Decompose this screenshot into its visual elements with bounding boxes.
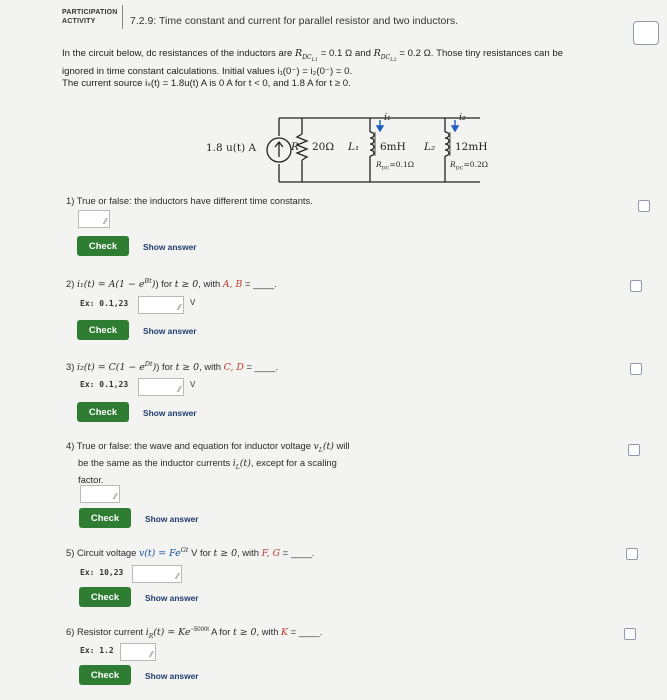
intro-line-3: The current source iₛ(t) = 1.8u(t) A is 0 A for t < 0, and 1.8 A for t ≥ 0. xyxy=(62,78,351,90)
intro-line-1: In the circuit below, dc resistances of the inductors are $R_{DC_{L1}} = 0.1$ Ω and $R_{DC_{L2}} = 0.2$ Ω. Those tiny resistances can be xyxy=(62,48,564,64)
resize-grip-icon: ⁄⁄ xyxy=(176,572,179,581)
question-5-status-checkbox xyxy=(626,548,638,560)
l1-value: 6mH xyxy=(380,141,406,153)
l1-rdc-label: $R_{DC}=0.1\Omega$ xyxy=(376,160,414,172)
l2-label: L₂ xyxy=(424,141,436,153)
l1-label: L₁ xyxy=(348,141,360,153)
question-6-show-answer-button[interactable]: Show answer xyxy=(145,671,199,681)
question-3-answer-input[interactable] xyxy=(138,378,184,396)
question-6-example: Ex: 1.2 xyxy=(80,646,114,655)
l2-rdc-label: $R_{DC}=0.2\Omega$ xyxy=(450,160,488,172)
question-6-check-button[interactable]: Check xyxy=(79,665,131,685)
intro-line-2: ignored in time constant calculations. Initial values i₁(0⁻) = i₂(0⁻) = 0. xyxy=(62,66,353,78)
question-2-status-checkbox xyxy=(630,280,642,292)
i1-label: i₁ xyxy=(384,112,391,123)
resize-grip-icon: ⁄⁄ xyxy=(150,650,153,659)
question-5-example: Ex: 10,23 xyxy=(80,568,124,577)
header-divider xyxy=(122,5,123,29)
question-1-show-answer-button[interactable]: Show answer xyxy=(143,242,197,252)
circuit-diagram xyxy=(200,108,500,188)
question-1-check-button[interactable]: Check xyxy=(77,236,129,256)
activity-completion-checkbox xyxy=(633,21,659,45)
question-4-prompt: 4) True or false: the wave and equation for inductor voltage $v_L(t)$ will be the same as the inductor currents $i_L(t)$, except for a scaling factor. xyxy=(66,440,350,485)
question-6-status-checkbox xyxy=(624,628,636,640)
question-5-show-answer-button[interactable]: Show answer xyxy=(145,593,199,603)
question-2-example: Ex: 0.1,23 xyxy=(80,299,129,308)
question-1-answer-input[interactable] xyxy=(78,210,110,228)
question-4-check-button[interactable]: Check xyxy=(79,508,131,528)
question-2-show-answer-button[interactable]: Show answer xyxy=(143,326,197,336)
resize-grip-icon: ⁄⁄ xyxy=(114,492,117,501)
resistor-value: 20Ω xyxy=(312,141,335,153)
question-4-status-checkbox xyxy=(628,444,640,456)
question-3-example: Ex: 0.1,23 xyxy=(80,380,129,389)
question-1-status-checkbox xyxy=(638,200,650,212)
resistor-symbol-label: R xyxy=(291,141,299,153)
question-3-show-answer-button[interactable]: Show answer xyxy=(143,408,197,418)
resize-grip-icon: ⁄⁄ xyxy=(104,217,107,226)
question-4-answer-input[interactable] xyxy=(80,485,120,503)
question-5-answer-input[interactable] xyxy=(132,565,182,583)
resize-grip-icon: ⁄⁄ xyxy=(178,303,181,312)
question-1-prompt: 1) True or false: the inductors have different time constants. xyxy=(66,195,313,206)
question-3-check-button[interactable]: Check xyxy=(77,402,129,422)
question-2-check-button[interactable]: Check xyxy=(77,320,129,340)
source-label: 1.8 u(t) A xyxy=(206,142,257,154)
question-6-prompt: 6) Resistor current $i_R(t) = Ke^{-5000t}$ A for t ≥ 0, with K = ____. xyxy=(66,626,323,640)
question-2-answer-input[interactable] xyxy=(138,296,184,314)
question-6-answer-input[interactable] xyxy=(120,643,156,661)
l2-value: 12mH xyxy=(455,141,488,153)
question-3-status-checkbox xyxy=(630,363,642,375)
activity-type-label: PARTICIPATION ACTIVITY xyxy=(62,9,118,25)
question-5-prompt: 5) Circuit voltage $v(t) = Fe^{Gt}$ V for t ≥ 0, with F, G = ____. xyxy=(66,546,315,560)
resize-grip-icon: ⁄⁄ xyxy=(178,385,181,394)
activity-title: 7.2.9: Time constant and current for parallel resistor and two inductors. xyxy=(130,15,458,27)
question-2-unit: V xyxy=(190,298,196,307)
question-5-check-button[interactable]: Check xyxy=(79,587,131,607)
question-3-unit: V xyxy=(190,380,196,389)
question-4-show-answer-button[interactable]: Show answer xyxy=(145,514,199,524)
i2-label: i₂ xyxy=(459,112,466,123)
question-3-prompt: 3) $i_2(t) = C(1 - e^{Dt})$) for t ≥ 0, with C, D = ____. xyxy=(66,360,279,374)
problem-intro xyxy=(62,48,622,90)
question-2-prompt: 2) $i_1(t) = A(1 - e^{Bt})$) for t ≥ 0, with A, B = ____. xyxy=(66,277,277,291)
